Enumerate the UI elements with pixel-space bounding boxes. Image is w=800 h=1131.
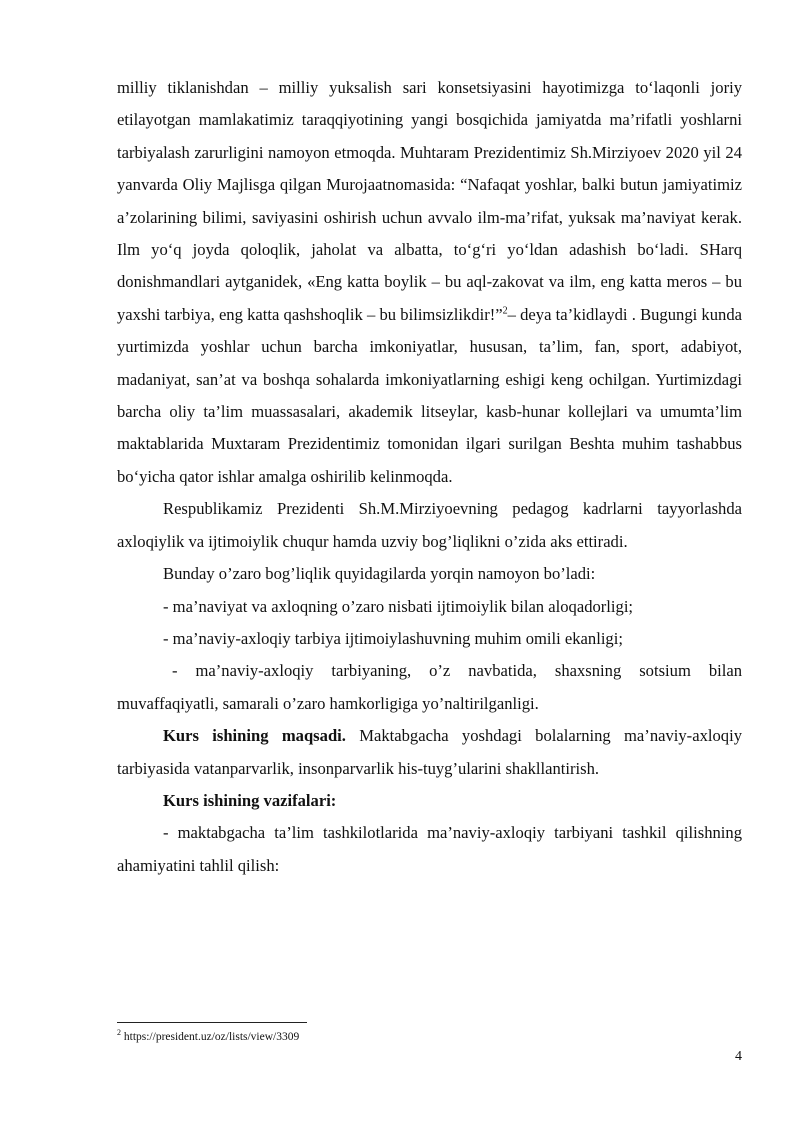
goal-label: Kurs ishining maqsadi.: [163, 726, 346, 746]
tasks-heading: Kurs ishining vazifalari:: [163, 790, 337, 810]
list-item-2: - ma’naviy-axloqiy tarbiya ijtimoiylashuvning muhim omili ekanligi;: [163, 628, 623, 648]
list-item-1: - ma’naviyat va axloqning o’zaro nisbati ijtimoiylik bilan aloqadorligi;: [163, 596, 634, 616]
footnote-divider: [117, 1022, 307, 1023]
list-item-3: - ma’naviy-axloqiy tarbiyaning, o’z navbatida, shaxsning sotsium bilan muvaffaqiyatli, samarali o’zaro hamkorligiga yo’naltirilganligi.: [117, 661, 742, 713]
paragraph-relation: Bunday o’zaro bog’liqlik quyidagilarda yorqin namoyon bo’ladi:: [163, 564, 596, 584]
paragraph-president: Respublikamiz Prezidenti Sh.M.Mirziyoevning pedagog kadrlarni tayyorlashda axloqiylik va ijtimoiylik chuqur hamda uzviy bog’liqlikni o’zida aks ettiradi.: [117, 499, 742, 551]
goal-text: Maktabgacha yoshdagi bolalarning ma’naviy-axloqiy tarbiyasida vatanparvarlik, insonparvarlik his-tuyg’ularini shakllantirish.: [117, 726, 742, 778]
task-item-1: - maktabgacha ta’lim tashkilotlarida ma’naviy-axloqiy tarbiyani tashkil qilishning ahamiyatini tahlil qilish:: [117, 823, 742, 875]
body-text: [117, 72, 742, 882]
footnote-reference: 2: [502, 305, 508, 317]
paragraph-intro: [117, 72, 742, 493]
footnote-link[interactable]: https://president.uz/oz/lists/view/3309: [121, 1031, 300, 1043]
page-number: 4: [735, 1049, 742, 1064]
paragraph-goal: [117, 720, 742, 785]
paragraph-intro-continuation: – deya ta’kidlaydi . Bugungi kunda yurtimizda yoshlar uchun barcha imkoniyatlar, hususan, ta’lim, fan, sport, adabiyot, madaniyat, san’at va boshqa sohalarda imkoniyatlarning eshigi keng ochilgan. Yurtimizdagi barcha oliy ta’lim muassasalari, akademik litseylar, kasb-hunar kollejlari va umumta’lim maktablarida Muxtaram Prezidentimiz tomonidan ilgari surilgan Beshta muhim tashabbus bo‘yicha qator ishlar amalga oshirilib kelinmoqda.: [117, 304, 742, 486]
footnote-number: 2: [117, 1028, 121, 1038]
paragraph-intro-text: milliy tiklanishdan – milliy yuksalish sari konsetsiyasini hayotimizga to‘laqonli joriy etilayotgan mamlakatimiz taraqqiyotining yangi bosqichida jamiyatda ma’rifatli yoshlarni tarbiyalash zarurligini namoyon etmoqda. Muhtaram Prezidentimiz Sh.Mirziyoev 2020 yil 24 yanvarda Oliy Majlisga qilgan Murojaatnomasida: “Nafaqat yoshlar, balki butun jamiyatimiz a’zolarining bilimi, saviyasini oshirish uchun avvalo ilm-ma’rifat, yuksak ma’naviyat kerak. Ilm yo‘q joyda qoloqlik, jaholat va albatta, to‘g‘ri yo‘ldan adashish bo‘ladi. SHarq donishmandlari aytganidek, «Eng katta boylik – bu aql-zakovat va ilm, eng katta meros – bu yaxshi tarbiya, eng katta qashshoqlik – bu bilimsizlikdir!”: [117, 78, 742, 324]
footnote: [117, 1029, 742, 1045]
